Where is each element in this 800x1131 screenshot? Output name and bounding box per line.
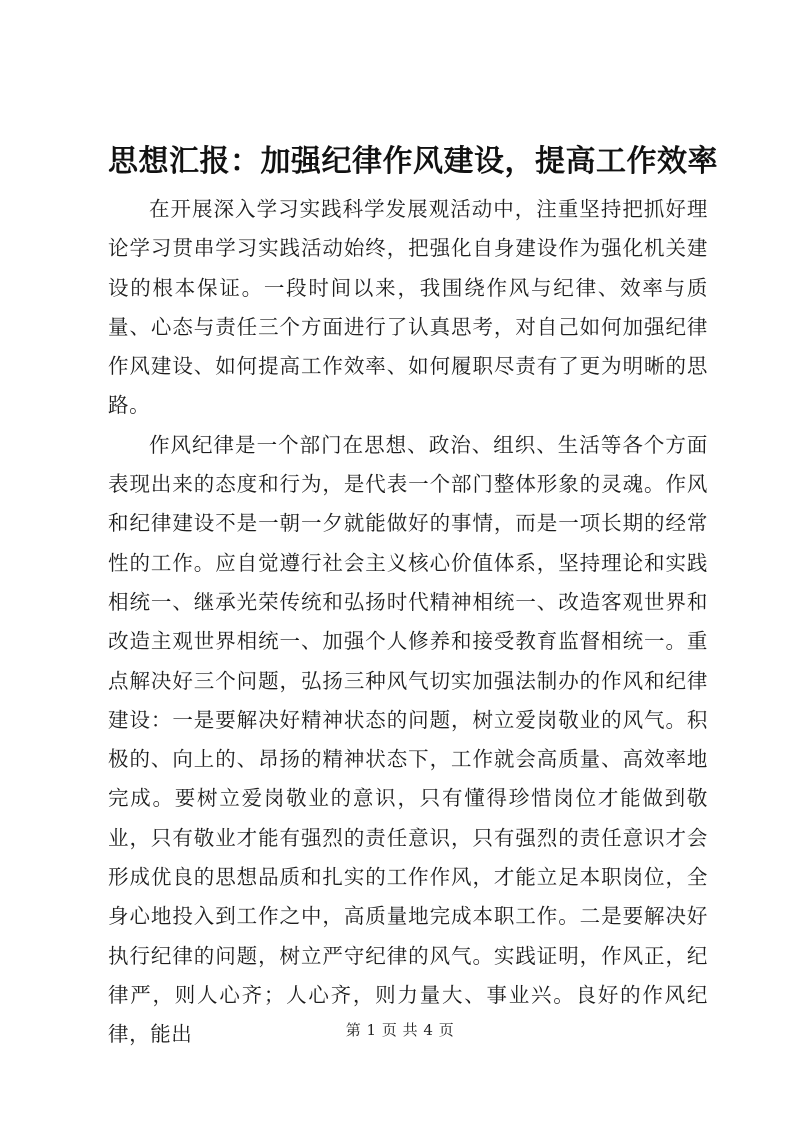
paragraph-1: 在开展深入学习实践科学发展观活动中，注重坚持把抓好理论学习贯串学习实践活动始终，把强化自身建设作为强化机关建设的根本保证。一段时间以来，我围绕作风与纪律、效率与质量、心态与责任三个方面进行了认真思考，对自己如何加强纪律作风建设、如何提高工作效率、如何履职尽责有了更为明晰的思路。: [108, 197, 708, 418]
document-body: [108, 190, 708, 1055]
document-title: 思想汇报：加强纪律作风建设，提高工作效率: [108, 144, 718, 179]
paragraph-2: 作风纪律是一个部门在思想、政治、组织、生活等各个方面表现出来的态度和行为，是代表一个部门整体形象的灵魂。作风和纪律建设不是一朝一夕就能做好的事情，而是一项长期的经常性的工作。应自觉遵行社会主义核心价值体系，坚持理论和实践相统一、继承光荣传统和弘扬时代精神相统一、改造客观世界和改造主观世界相统一、加强个人修养和接受教育监督相统一。重点解决好三个问题，弘扬三种风气切实加强法制办的作风和纪律建设：一是要解决好精神状态的问题，树立爱岗敬业的风气。积极的、向上的、昂扬的精神状态下，工作就会高质量、高效率地完成。要树立爱岗敬业的意识，只有懂得珍惜岗位才能做到敬业，只有敬业才能有强烈的责任意识，只有强烈的责任意识才会形成优良的思想品质和扎实的工作作风，才能立足本职岗位，全身心地投入到工作之中，高质量地完成本职工作。二是要解决好执行纪律的问题，树立严守纪律的风气。实践证明，作风正，纪律严，则人心齐；人心齐，则力量大、事业兴。良好的作风纪律，能出: [108, 432, 708, 1047]
page-number-footer: 第 1 页 共 4 页: [345, 1021, 455, 1039]
